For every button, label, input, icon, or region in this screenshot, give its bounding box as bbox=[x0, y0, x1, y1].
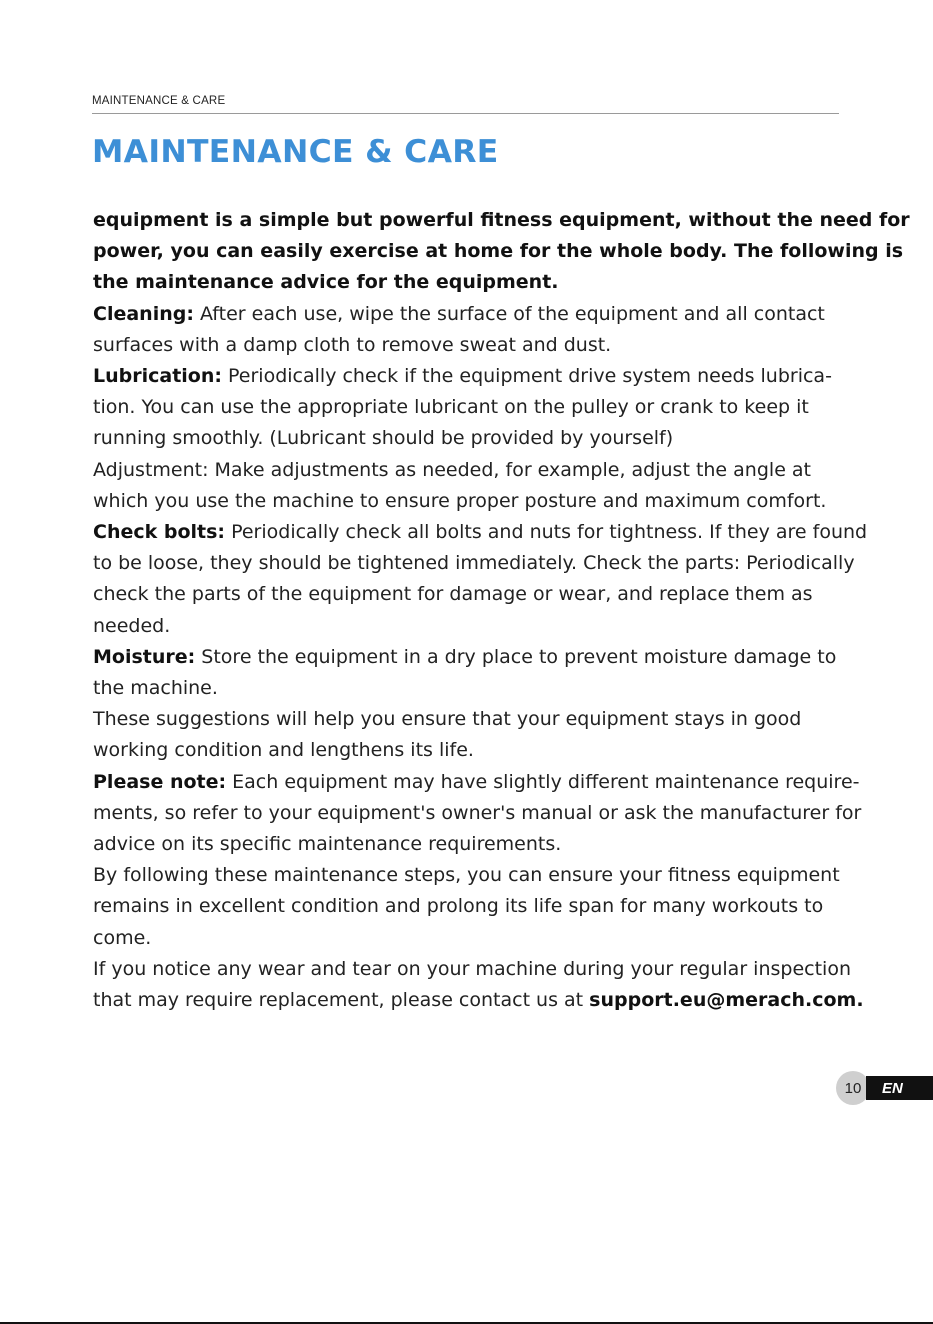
check-bolts-text: to be loose, they should be tightened immediately. Check the parts: Periodically bbox=[93, 552, 855, 575]
moisture-paragraph bbox=[93, 642, 853, 704]
adjustment-text: which you use the machine to ensure proper posture and maximum comfort. bbox=[93, 489, 827, 512]
header-divider bbox=[92, 113, 839, 114]
check-bolts-paragraph bbox=[93, 517, 868, 642]
intro-paragraph bbox=[93, 205, 910, 299]
following-paragraph bbox=[93, 860, 853, 954]
moisture-text: the machine. bbox=[93, 677, 218, 700]
intro-line: the maintenance advice for the equipment. bbox=[93, 271, 559, 294]
page-title: MAINTENANCE & CARE bbox=[92, 134, 499, 170]
lubrication-text: running smoothly. (Lubricant should be provided by yourself) bbox=[93, 427, 674, 450]
suggestions-paragraph bbox=[93, 704, 853, 766]
page-number: 10 bbox=[836, 1071, 870, 1105]
cleaning-paragraph bbox=[93, 299, 853, 361]
lubrication-text: tion. You can use the appropriate lubricant on the pulley or crank to keep it bbox=[93, 396, 809, 419]
contact-paragraph bbox=[93, 954, 864, 1016]
intro-line: power, you can easily exercise at home for the whole body. The following is bbox=[93, 240, 904, 263]
please-note-text: advice on its specific maintenance requirements. bbox=[93, 833, 562, 856]
lubrication-paragraph bbox=[93, 361, 853, 455]
language-tab: EN bbox=[866, 1076, 933, 1100]
adjustment-text: Adjustment: Make adjustments as needed, for example, adjust the angle at bbox=[93, 458, 812, 481]
cleaning-text: After each use, wipe the surface of the equipment and all contact bbox=[193, 302, 825, 325]
following-text: come. bbox=[93, 926, 152, 949]
following-text: remains in excellent condition and prolong its life span for many workouts to bbox=[93, 895, 824, 918]
cleaning-label: Cleaning: bbox=[93, 302, 194, 325]
moisture-label: Moisture: bbox=[93, 645, 196, 668]
moisture-text: Store the equipment in a dry place to prevent moisture damage to bbox=[195, 645, 837, 668]
check-bolts-text: needed. bbox=[93, 614, 171, 637]
following-text: By following these maintenance steps, you can ensure your fitness equipment bbox=[93, 864, 840, 887]
contact-text: that may require replacement, please contact us at bbox=[93, 989, 590, 1012]
adjustment-paragraph bbox=[93, 455, 853, 517]
intro-line: equipment is a simple but powerful fitness equipment, without the need for bbox=[93, 209, 910, 231]
lubrication-label: Lubrication: bbox=[93, 365, 222, 388]
please-note-text: ments, so refer to your equipment's owner's manual or ask the manufacturer for bbox=[93, 801, 862, 824]
please-note-text: Each equipment may have slightly different maintenance require- bbox=[226, 770, 860, 793]
check-bolts-text: check the parts of the equipment for damage or wear, and replace them as bbox=[93, 583, 813, 606]
suggestions-text: These suggestions will help you ensure that your equipment stays in good bbox=[93, 708, 802, 731]
please-note-label: Please note: bbox=[93, 770, 227, 793]
lubrication-text: Periodically check if the equipment drive system needs lubrica- bbox=[221, 365, 832, 388]
body-text bbox=[93, 205, 910, 1016]
contact-text: If you notice any wear and tear on your machine during your regular inspection bbox=[93, 957, 851, 980]
check-bolts-text: Periodically check all bolts and nuts for tightness. If they are found bbox=[225, 521, 868, 544]
running-header: MAINTENANCE & CARE bbox=[92, 95, 226, 107]
check-bolts-label: Check bolts: bbox=[93, 521, 226, 544]
suggestions-text: working condition and lengthens its life. bbox=[93, 739, 474, 762]
please-note-paragraph bbox=[93, 767, 862, 861]
support-email: support.eu@merach.com. bbox=[589, 989, 864, 1012]
cleaning-text: surfaces with a damp cloth to remove sweat and dust. bbox=[93, 333, 612, 356]
